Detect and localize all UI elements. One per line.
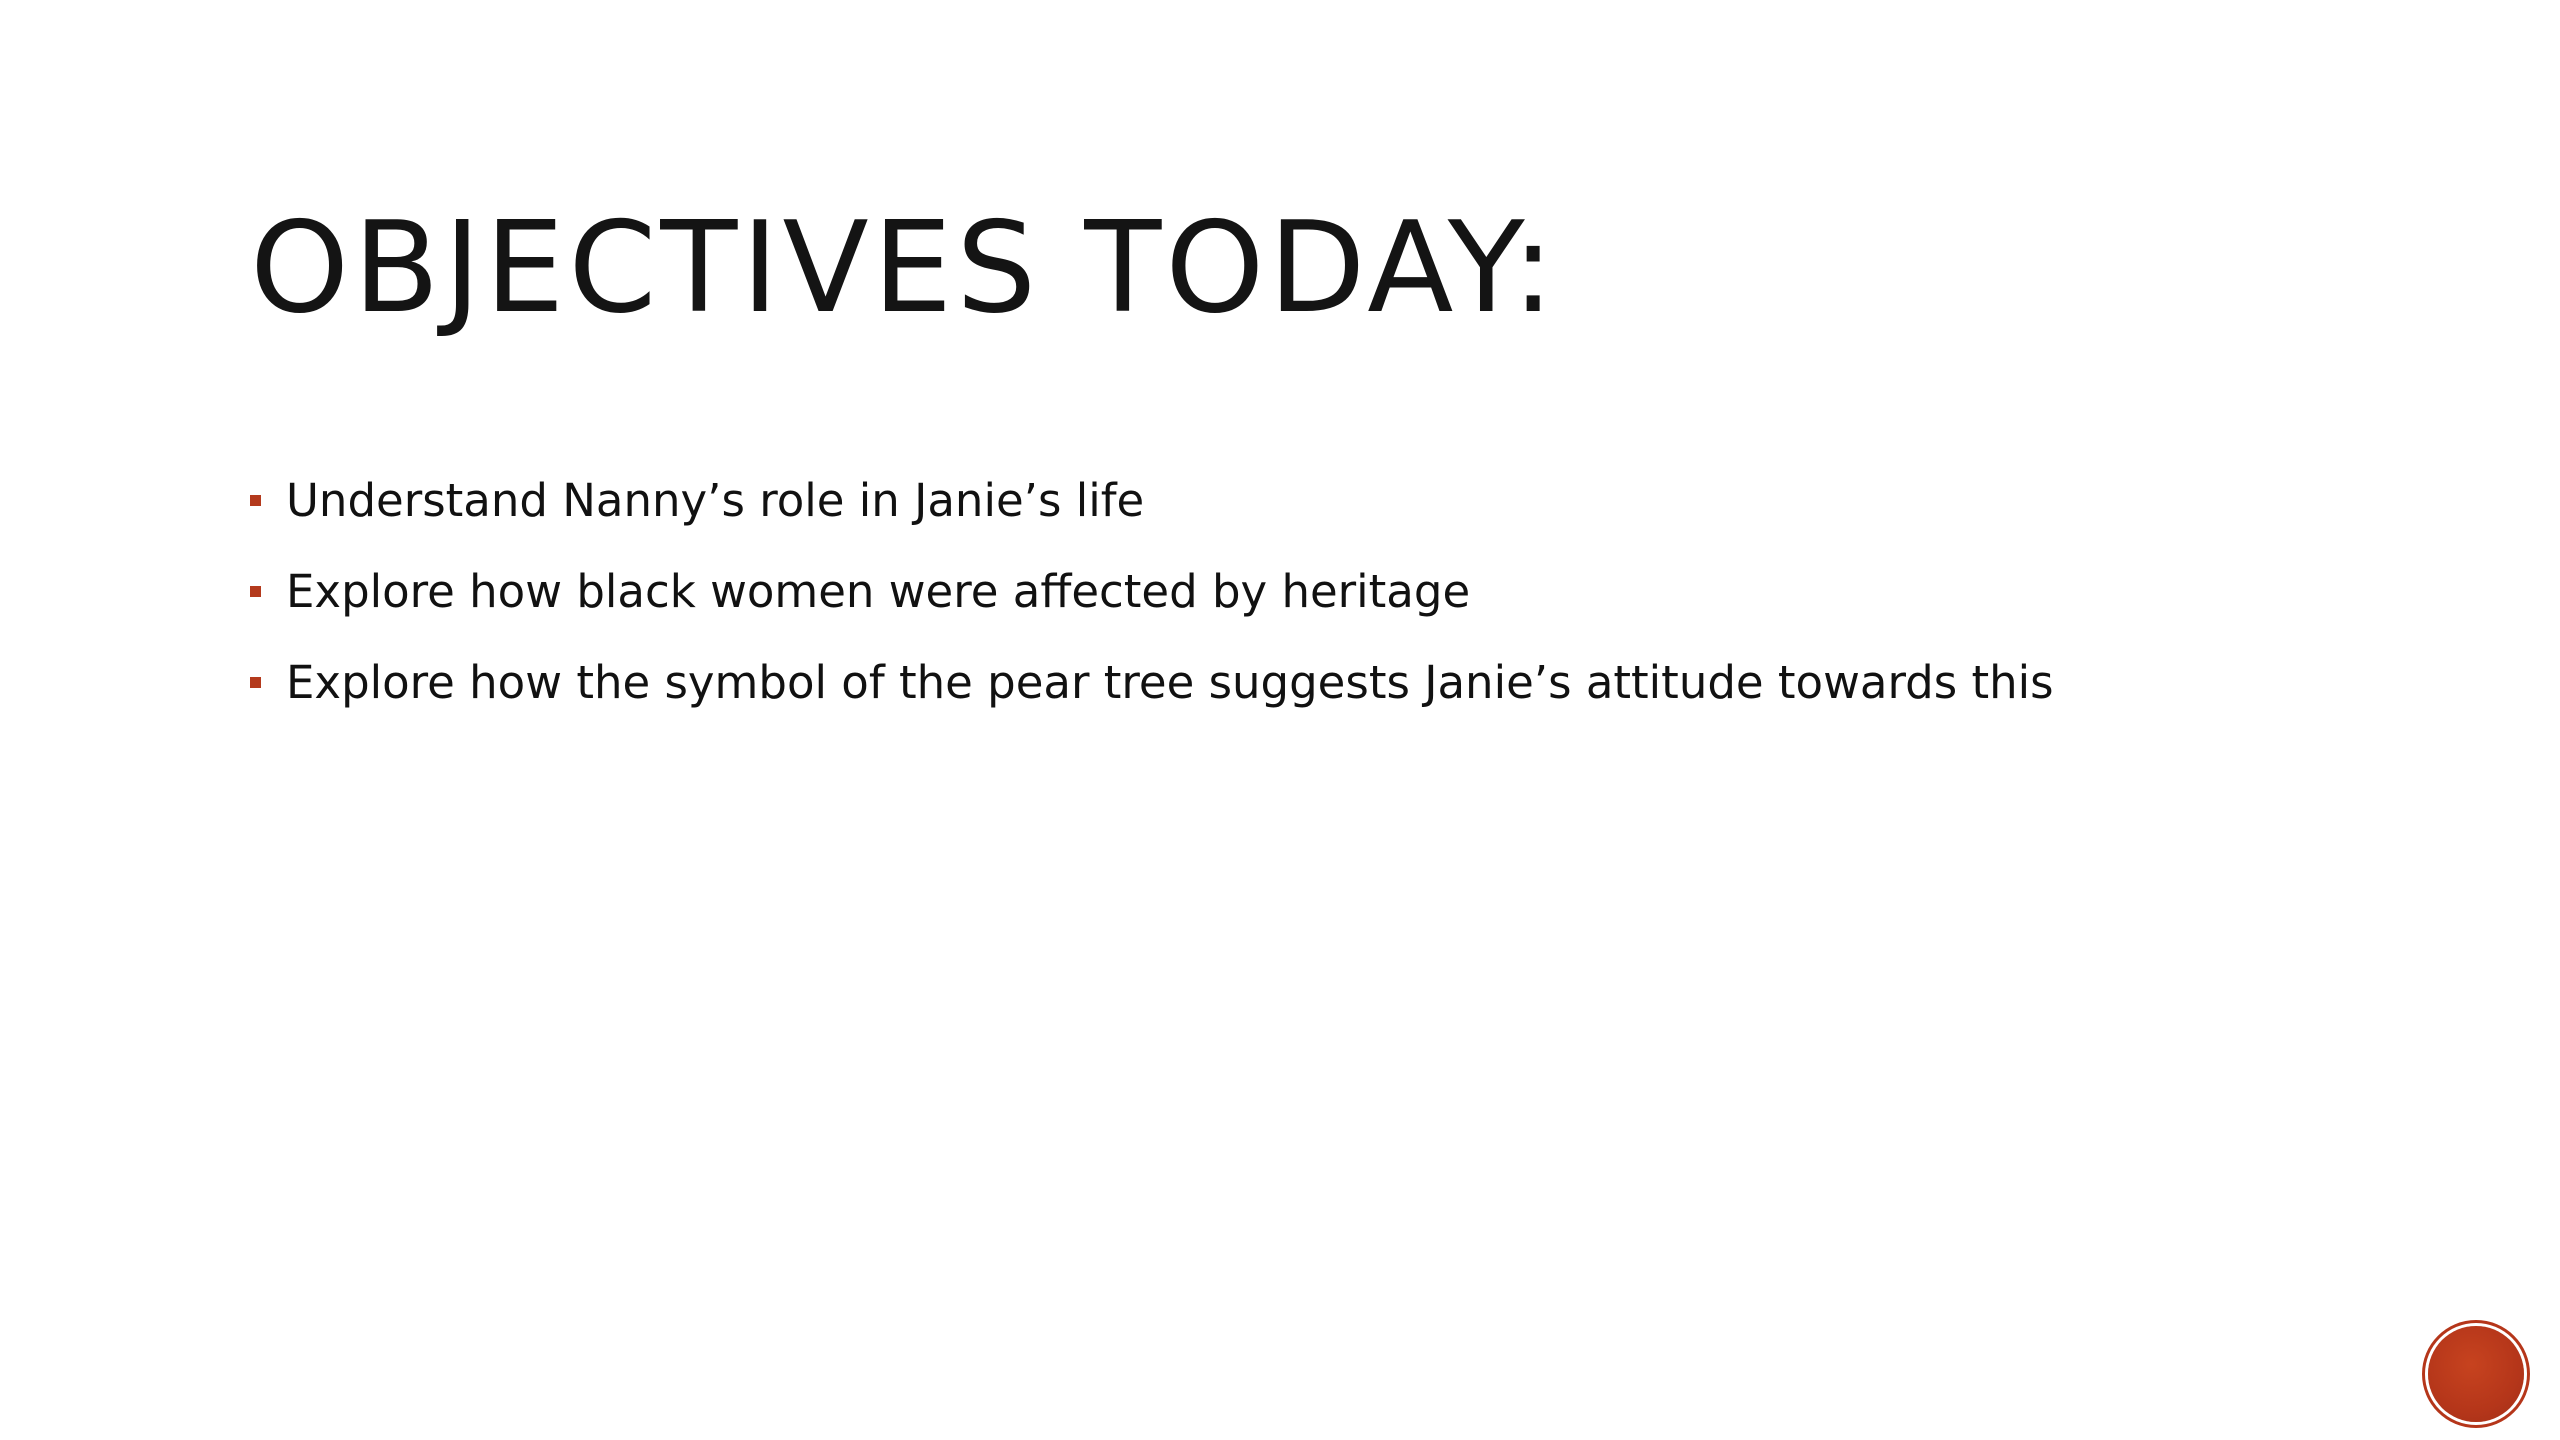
decorative-circle-icon [2428, 1326, 2524, 1422]
list-item-text: Understand Nanny’s role in Janie’s life [286, 474, 1145, 527]
list-item [250, 546, 2054, 637]
slide-title: OBJECTIVES TODAY: [250, 194, 1559, 341]
square-bullet-icon [250, 586, 261, 597]
square-bullet-icon [250, 677, 261, 688]
square-bullet-icon [250, 495, 261, 506]
list-item-text: Explore how the symbol of the pear tree suggests Janie’s attitude towards this [286, 656, 2054, 709]
list-item-text: Explore how black women were affected by heritage [286, 565, 1471, 618]
list-item [250, 455, 2054, 546]
list-item [250, 637, 2054, 728]
objectives-list [250, 455, 2054, 728]
